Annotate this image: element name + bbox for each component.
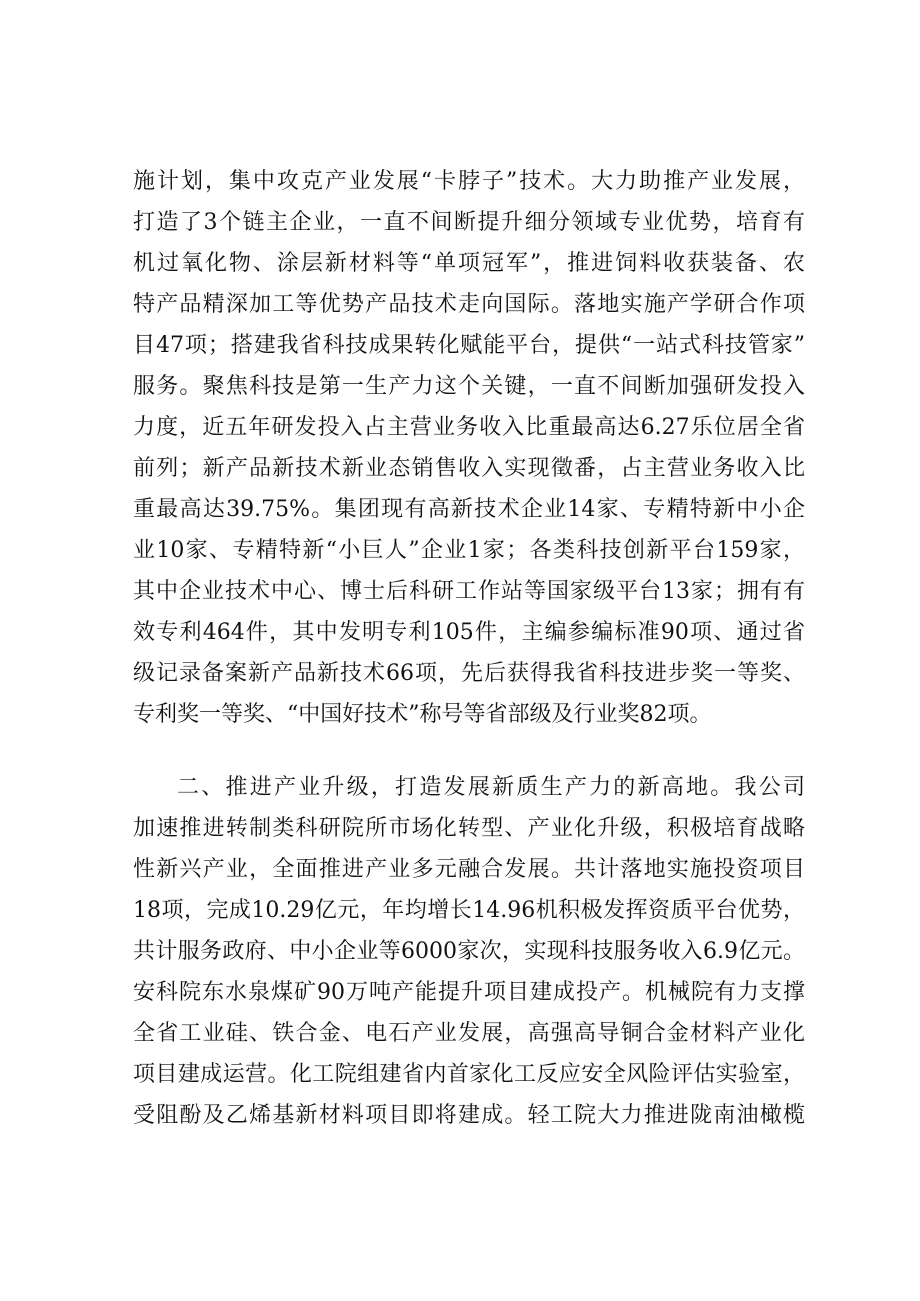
text-line: 效专利464件，其中发明专利105件，主编参编标准90项、通过省	[133, 620, 805, 645]
text-line: 共计服务政府、中小企业等6000家次，实现科技服务收入6.9亿元。	[133, 939, 805, 964]
text-line: 重最高达39.75%。集团现有高新技术企业14家、专精特新中小企	[133, 497, 805, 522]
text-line: 其中企业技术中心、博士后科研工作站等国家级平台13家；拥有有	[133, 579, 805, 604]
text-line: 专利奖一等奖、“中国好技术”称号等省部级及行业奖82项。	[133, 702, 712, 727]
section-heading-line: 二、推进产业升级，打造发展新质生产力的新高地。我公司	[177, 775, 805, 800]
text-line: 受阻酚及乙烯基新材料项目即将建成。轻工院大力推进陇南油橄榄	[133, 1103, 805, 1128]
text-line: 安科院东水泉煤矿90万吨产能提升项目建成投产。机械院有力支撑	[133, 980, 805, 1005]
text-line: 全省工业硅、铁合金、电石产业发展，高强高导铜合金材料产业化	[133, 1021, 805, 1046]
text-line: 业10家、专精特新“小巨人”企业1家；各类科技创新平台159家，	[133, 538, 805, 563]
text-line: 性新兴产业，全面推进产业多元融合发展。共计落地实施投资项目	[133, 857, 805, 882]
text-line: 特产品精深加工等优势产品技术走向国际。落地实施产学研合作项	[133, 292, 805, 317]
text-line: 服务。聚焦科技是第一生产力这个关键，一直不间断加强研发投入	[133, 374, 805, 399]
text-line: 加速推进转制类科研院所市场化转型、产业化升级，积极培育战略	[133, 816, 805, 841]
text-line: 力度，近五年研发投入占主营业务收入比重最高达6.27乐位居全省	[133, 415, 805, 440]
text-line: 目47项；搭建我省科技成果转化赋能平台，提供“一站式科技管家”	[133, 333, 805, 358]
text-line: 18项，完成10.29亿元，年均增长14.96机积极发挥资质平台优势，	[133, 898, 805, 923]
text-line: 前列；新产品新技术新业态销售收入实现徵番，占主营业务收入比	[133, 456, 805, 481]
paragraph-2	[133, 767, 805, 1136]
text-line: 打造了3个链主企业，一直不间断提升细分领域专业优势，培育有	[133, 210, 805, 235]
text-line: 项目建成运营。化工院组建省内首家化工反应安全风险评估实验室，	[133, 1062, 805, 1087]
paragraph-1	[133, 161, 805, 735]
text-line: 机过氧化物、涂层新材料等“单项冠军”，推进饲料收获装备、农	[133, 251, 805, 276]
text-line: 施计划，集中攻克产业发展“卡脖子”技术。大力助推产业发展，	[133, 169, 805, 194]
text-line: 级记录备案新产品新技术66项，先后获得我省科技进步奖一等奖、	[133, 661, 805, 686]
